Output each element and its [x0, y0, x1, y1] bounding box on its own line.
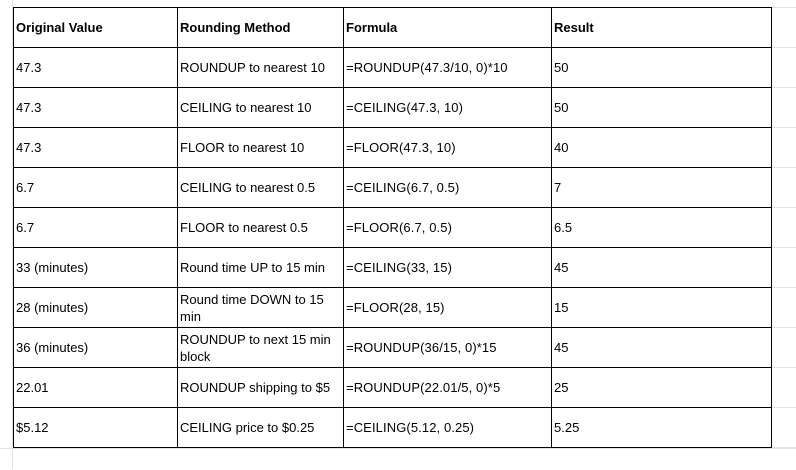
cell-formula[interactable]: =ROUNDUP(22.01/5, 0)*5	[344, 368, 552, 408]
cell-original-value[interactable]: 36 (minutes)	[14, 328, 178, 368]
header-formula[interactable]: Formula	[344, 8, 552, 48]
header-result[interactable]: Result	[552, 8, 772, 48]
cell-result[interactable]: 45	[552, 248, 772, 288]
row-gutter	[0, 0, 13, 469]
cell-result[interactable]: 15	[552, 288, 772, 328]
cell-result[interactable]: 40	[552, 128, 772, 168]
cell-formula[interactable]: =CEILING(33, 15)	[344, 248, 552, 288]
table-row	[14, 288, 772, 328]
cell-rounding-method[interactable]: Round time DOWN to 15 min	[178, 288, 344, 328]
cell-formula[interactable]: =CEILING(47.3, 10)	[344, 88, 552, 128]
cell-original-value[interactable]: $5.12	[14, 408, 178, 448]
cell-formula[interactable]: =FLOOR(28, 15)	[344, 288, 552, 328]
header-row	[14, 8, 772, 48]
gridlines-bottom	[0, 448, 796, 470]
table-row	[14, 248, 772, 288]
table-row	[14, 328, 772, 368]
cell-result[interactable]: 5.25	[552, 408, 772, 448]
cell-rounding-method[interactable]: FLOOR to nearest 10	[178, 128, 344, 168]
rounding-table	[13, 7, 772, 448]
cell-rounding-method[interactable]: ROUNDUP to nearest 10	[178, 48, 344, 88]
cell-formula[interactable]: =FLOOR(6.7, 0.5)	[344, 208, 552, 248]
gridlines-right	[772, 0, 796, 469]
table-row	[14, 168, 772, 208]
cell-result[interactable]: 6.5	[552, 208, 772, 248]
header-rounding-method[interactable]: Rounding Method	[178, 8, 344, 48]
cell-result[interactable]: 25	[552, 368, 772, 408]
table-body	[14, 48, 772, 448]
cell-original-value[interactable]: 47.3	[14, 128, 178, 168]
cell-rounding-method[interactable]: CEILING to nearest 0.5	[178, 168, 344, 208]
cell-result[interactable]: 50	[552, 88, 772, 128]
table-row	[14, 88, 772, 128]
cell-rounding-method[interactable]: CEILING to nearest 10	[178, 88, 344, 128]
table-row	[14, 368, 772, 408]
cell-original-value[interactable]: 33 (minutes)	[14, 248, 178, 288]
cell-rounding-method[interactable]: FLOOR to nearest 0.5	[178, 208, 344, 248]
cell-original-value[interactable]: 47.3	[14, 88, 178, 128]
cell-original-value[interactable]: 22.01	[14, 368, 178, 408]
cell-original-value[interactable]: 28 (minutes)	[14, 288, 178, 328]
cell-original-value[interactable]: 6.7	[14, 208, 178, 248]
cell-result[interactable]: 50	[552, 48, 772, 88]
cell-formula[interactable]: =CEILING(6.7, 0.5)	[344, 168, 552, 208]
cell-rounding-method[interactable]: Round time UP to 15 min	[178, 248, 344, 288]
header-original-value[interactable]: Original Value	[14, 8, 178, 48]
table-row	[14, 408, 772, 448]
cell-formula[interactable]: =ROUNDUP(36/15, 0)*15	[344, 328, 552, 368]
cell-rounding-method[interactable]: ROUNDUP shipping to $5	[178, 368, 344, 408]
cell-result[interactable]: 7	[552, 168, 772, 208]
table-row	[14, 208, 772, 248]
cell-original-value[interactable]: 6.7	[14, 168, 178, 208]
cell-formula[interactable]: =CEILING(5.12, 0.25)	[344, 408, 552, 448]
cell-result[interactable]: 45	[552, 328, 772, 368]
cell-original-value[interactable]: 47.3	[14, 48, 178, 88]
table-row	[14, 48, 772, 88]
cell-rounding-method[interactable]: ROUNDUP to next 15 min block	[178, 328, 344, 368]
cell-formula[interactable]: =ROUNDUP(47.3/10, 0)*10	[344, 48, 552, 88]
cell-rounding-method[interactable]: CEILING price to $0.25	[178, 408, 344, 448]
table-row	[14, 128, 772, 168]
cell-formula[interactable]: =FLOOR(47.3, 10)	[344, 128, 552, 168]
